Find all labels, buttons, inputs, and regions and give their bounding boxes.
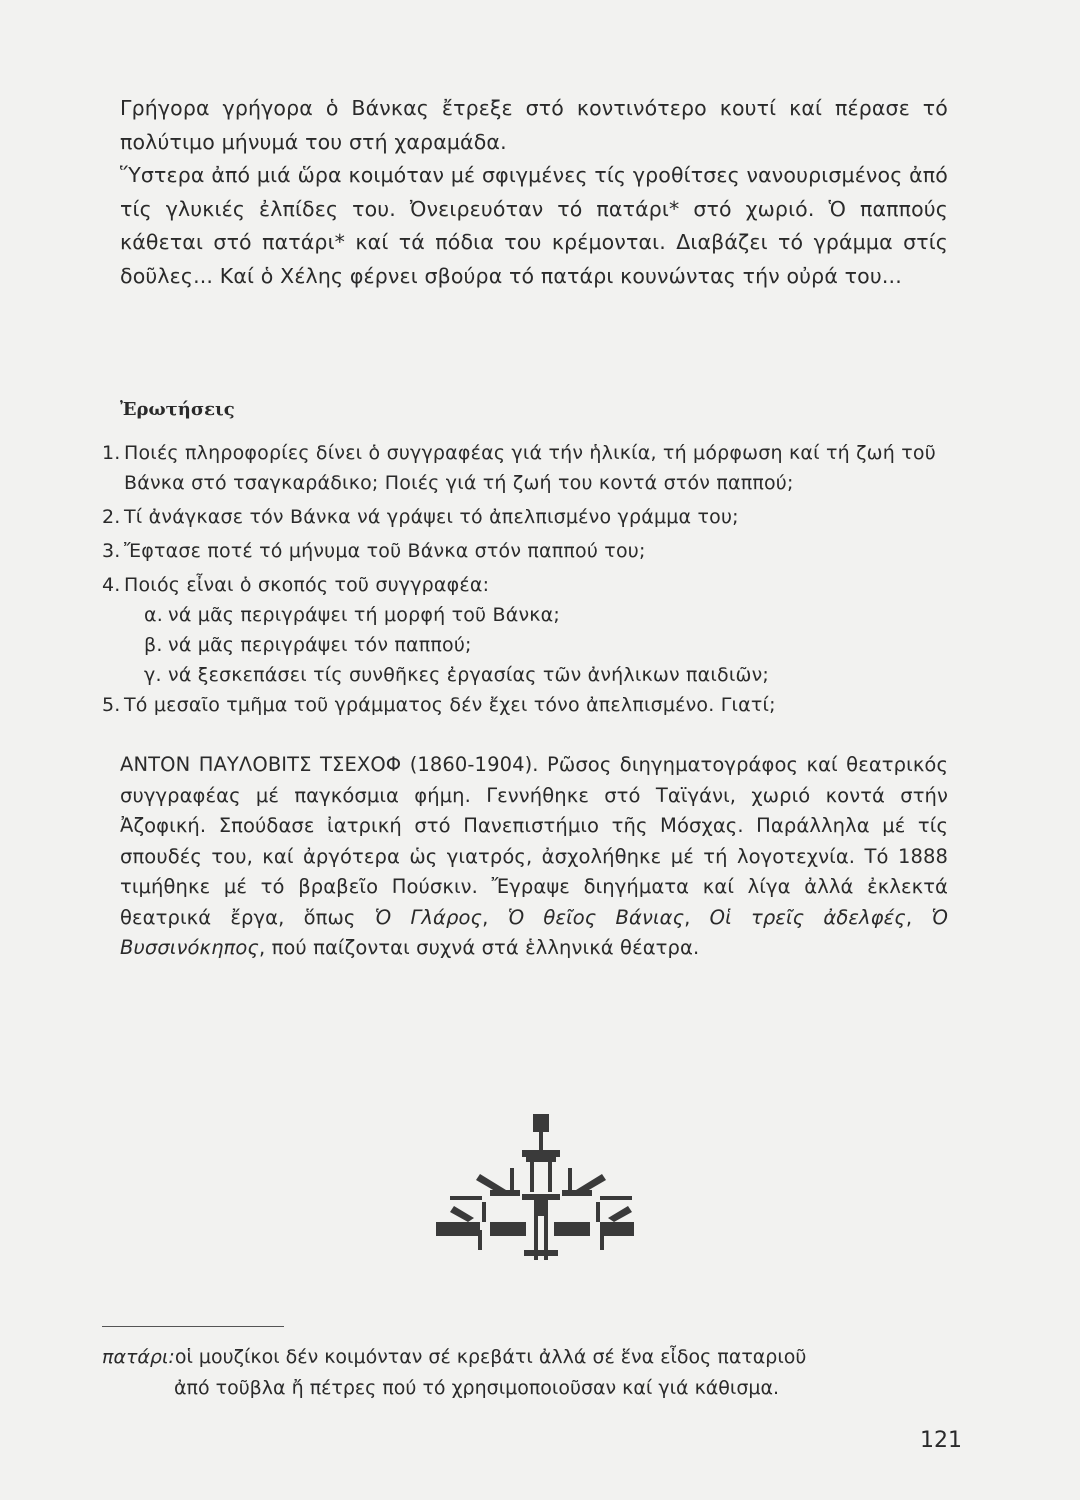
question-3: 3. Ἔφτασε ποτέ τό μήνυμα τοῦ Βάνκα στόν παππού του;	[102, 540, 646, 562]
footnote-line-2: ἀπό τοῦβλα ἤ πέτρες πού τό χρησιμοποιοῦσαν καί γιά κάθισμα.	[174, 1377, 780, 1399]
question-4-option-b: β. νά μᾶς περιγράψει τόν παππού;	[144, 634, 472, 656]
author-biography: ΑΝΤΟΝ ΠΑΥΛΟΒΙΤΣ ΤΣΕΧΟΦ (1860-1904). Ρῶσος διηγηματογράφος καί θεατρικός συγγραφέας μέ παγκόσμια φήμη. Γεννήθηκε στό Ταϊγάνι, χωριό κοντά στήν Ἀζοφική. Σπούδασε ἰατρική στό Πανεπιστήμιο τῆς Μόσχας. Παράλληλα μέ τίς σπουδές του, καί ἀργότερα ὡς γιατρός, ἀσχολήθηκε μέ τή λογοτεχνία. Τό 1888 τιμήθηκε μέ τό βραβεῖο Πούσκιν. Ἔγραψε διηγήματα καί λίγα ἀλλά ἐκλεκτά θεατρικά ἔργα, ὅπως Ὁ Γλάρος, Ὁ θεῖος Βάνιας, Οἱ τρεῖς ἀδελφές, Ὁ Βυσσινόκηπος, πού παίζονται συχνά στά ἑλληνικά θέατρα.	[120, 753, 948, 959]
story-paragraph-2: Ὕστερα ἀπό μιά ὥρα κοιμόταν μέ σφιγμένες τίς γροθίτσες νανουρισμένος ἀπό τίς γλυκιές ἐλπίδες του. Ὀνειρευόταν τό πατάρι* στό χωριό. Ὁ παππούς κάθεται στό πατάρι* καί τά πόδια του κρέμονται. Διαβάζει τό γράμμα στίς δοῦλες... Καί ὁ Χέλης φέρνει σβούρα τό πατάρι κουνώντας τήν οὐρά του...	[120, 163, 948, 288]
question-4-option-a: α. νά μᾶς περιγράψει τή μορφή τοῦ Βάνκα;	[144, 604, 560, 626]
question-1: 1. Ποιές πληροφορίες δίνει ὁ συγγραφέας γιά τήν ἡλικία, τή μόρφωση καί τή ζωή τοῦ Βάνκα στό τσαγκαράδικο; Ποιές γιά τή ζωή του κοντά στόν παππού;	[102, 442, 936, 494]
work-title-three-sisters: Οἱ τρεῖς ἀδελφές	[709, 905, 906, 929]
story-paragraph-1: Γρήγορα γρήγορα ὁ Βάνκας ἔτρεξε στό κοντινότερο κουτί καί πέρασε τό πολύτιμο μήνυμά του στή χαραμάδα.	[120, 96, 948, 154]
work-title-seagull: Ὁ Γλάρος	[374, 905, 483, 929]
footnote	[102, 1342, 962, 1404]
work-title-uncle-vanya: Ὁ θεῖος Βάνιας	[507, 905, 685, 929]
footnote-divider	[102, 1326, 284, 1327]
page-number: 121	[920, 1428, 962, 1453]
question-4-option-c: γ. νά ξεσκεπάσει τίς συνθῆκες ἐργασίας τῶν ἀνήλικων παιδιῶν;	[144, 664, 770, 686]
work-title-cherry-orchard: Ὁ Βυσσινόκηπος	[120, 905, 948, 959]
question-2: 2. Τί ἀνάγκασε τόν Βάνκα νά γράψει τό ἀπελπισμένο γράμμα του;	[102, 506, 739, 528]
footnote-line-1: πατάρι:οἱ μουζίκοι δέν κοιμόνταν σέ κρεβάτι ἀλλά σέ ἕνα εἶδος παταριοῦ	[102, 1346, 807, 1368]
questions-list	[102, 438, 952, 724]
questions-heading: Ἐρωτήσεις	[120, 399, 235, 420]
footnote-term: πατάρι:	[102, 1346, 175, 1368]
folk-tree-ornament-icon	[430, 1110, 640, 1284]
question-5: 5. Τό μεσαῖο τμῆμα τοῦ γράμματος δέν ἔχει τόνο ἀπελπισμένο. Γιατί;	[102, 694, 776, 716]
question-4: 4. Ποιός εἶναι ὁ σκοπός τοῦ συγγραφέα: α. νά μᾶς περιγράψει τή μορφή τοῦ Βάνκα; β. νά μᾶς περιγράψει τόν παππού; γ. νά ξεσκεπάσει τίς συνθῆκες ἐργασίας τῶν ἀνήλικων παιδιῶν;	[102, 570, 952, 690]
